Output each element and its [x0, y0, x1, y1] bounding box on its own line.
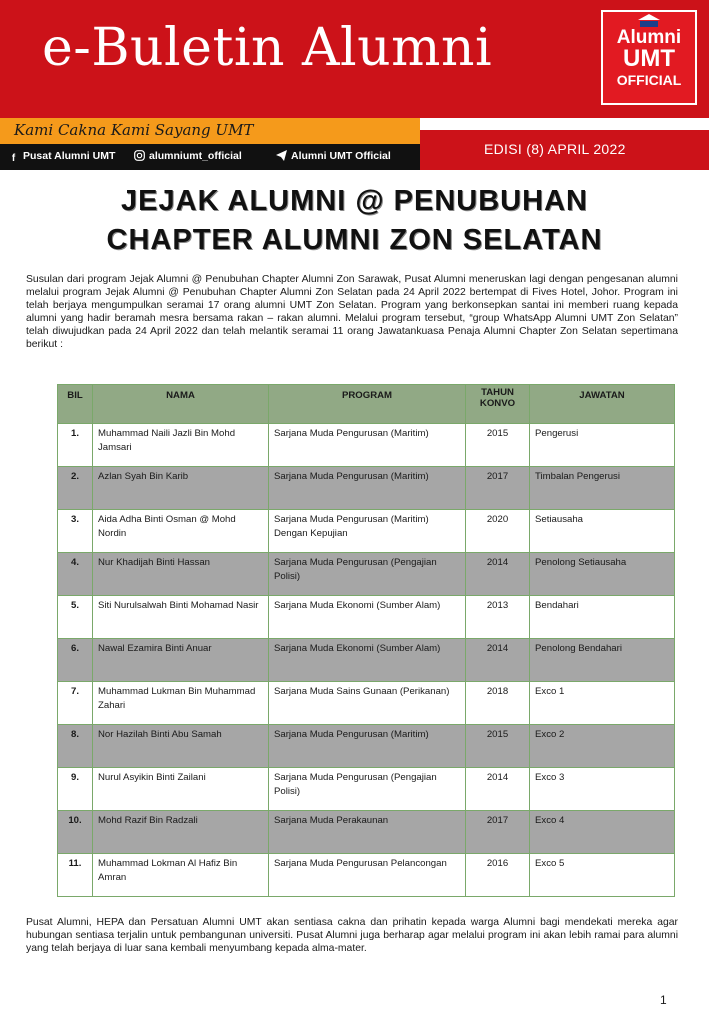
- cell-nama: Muhammad Naili Jazli Bin Mohd Jamsari: [93, 424, 269, 467]
- alumni-umt-logo: [601, 10, 697, 105]
- cell-program: Sarjana Muda Ekonomi (Sumber Alam): [269, 639, 466, 682]
- cell-bil: 11.: [58, 854, 93, 897]
- article-intro: Susulan dari program Jejak Alumni @ Penubuhan Chapter Alumni Zon Sarawak, Pusat Alumni meneruskan lagi dengan pengesanan alumni melalui program Jejak Alumni @ Penubuhan Chapter Alumni Zon Selatan pada 24 April 2022 bertempat di Fives Hotel, Johor. Program ini telah berjaya mengumpulkan seramai 17 orang alumni UMT Zon Selatan. Program yang berkonsepkan santai ini memberi ruang kepada alumni yang hadir beramah mesra bersama rakan – rakan alumni. Melalui program tersebut, “group WhatsApp Alumni UMT Zon Selatan” telah diwujudkan pada 24 April 2022 dan telah melantik seramai 11 orang Jawatankuasa Penaja Alumni Chapter Zon Selatan sepertimana berikut :: [26, 274, 678, 350]
- cell-nama: Nor Hazilah Binti Abu Samah: [93, 725, 269, 768]
- cell-bil: 9.: [58, 768, 93, 811]
- cell-jawatan: Bendahari: [530, 596, 675, 639]
- cell-bil: 10.: [58, 811, 93, 854]
- facebook-icon: f: [11, 153, 16, 164]
- table-header-row: [58, 385, 675, 424]
- cell-tahun-konvo: 2014: [466, 639, 530, 682]
- cell-nama: Nur Khadijah Binti Hassan: [93, 553, 269, 596]
- cell-jawatan: Exco 3: [530, 768, 675, 811]
- cell-tahun-konvo: 2017: [466, 811, 530, 854]
- social-instagram-label: alumniumt_official: [149, 150, 242, 162]
- table-row: [58, 467, 675, 510]
- cell-jawatan: Pengerusi: [530, 424, 675, 467]
- cell-program: Sarjana Muda Ekonomi (Sumber Alam): [269, 596, 466, 639]
- cell-tahun-konvo: 2015: [466, 725, 530, 768]
- cell-bil: 4.: [58, 553, 93, 596]
- cell-nama: Azlan Syah Bin Karib: [93, 467, 269, 510]
- cell-tahun-konvo: 2018: [466, 682, 530, 725]
- social-telegram-label: Alumni UMT Official: [291, 150, 391, 162]
- cell-tahun-konvo: 2014: [466, 768, 530, 811]
- cell-nama: Aida Adha Binti Osman @ Mohd Nordin: [93, 510, 269, 553]
- article-headline-line-2: CHAPTER ALUMNI ZON SELATAN: [106, 224, 603, 256]
- cell-program: Sarjana Muda Pengurusan (Maritim): [269, 424, 466, 467]
- instagram-icon: [134, 150, 145, 161]
- cell-tahun-konvo: 2017: [466, 467, 530, 510]
- table-row: [58, 682, 675, 725]
- table-row: [58, 854, 675, 897]
- cell-jawatan: Exco 2: [530, 725, 675, 768]
- cell-program: Sarjana Muda Pengurusan (Maritim): [269, 725, 466, 768]
- cell-bil: 8.: [58, 725, 93, 768]
- cell-bil: 5.: [58, 596, 93, 639]
- logo-line-3: OFFICIAL: [616, 72, 682, 88]
- cell-tahun-konvo: 2014: [466, 553, 530, 596]
- logo-line-2: UMT: [623, 45, 675, 72]
- cell-program: Sarjana Muda Pengurusan (Pengajian Polisi): [269, 768, 466, 811]
- cell-jawatan: Setiausaha: [530, 510, 675, 553]
- table-row: [58, 639, 675, 682]
- article-closing: Pusat Alumni, HEPA dan Persatuan Alumni UMT akan sentiasa cakna dan prihatin kepada warga Alumni bagi mendekati mereka agar hubungan sentiasa terjalin untuk pembangunan universiti. Pusat Alumni juga berharap agar melalui program ini akan lebih ramai para alumni yang telah berjaya di luar sana kembali menyumbang kepada alma-mater.: [26, 917, 678, 954]
- cell-bil: 3.: [58, 510, 93, 553]
- cell-tahun-konvo: 2020: [466, 510, 530, 553]
- cell-jawatan: Penolong Setiausaha: [530, 553, 675, 596]
- cell-jawatan: Penolong Bendahari: [530, 639, 675, 682]
- cell-tahun-konvo: 2015: [466, 424, 530, 467]
- col-header-nama: NAMA: [93, 385, 269, 424]
- cell-bil: 1.: [58, 424, 93, 467]
- cell-nama: Mohd Razif Bin Radzali: [93, 811, 269, 854]
- table-row: [58, 768, 675, 811]
- cell-bil: 7.: [58, 682, 93, 725]
- cell-program: Sarjana Muda Pengurusan (Pengajian Polisi): [269, 553, 466, 596]
- table-row: [58, 725, 675, 768]
- article-headline-line-1: JEJAK ALUMNI @ PENUBUHAN: [121, 185, 588, 217]
- cell-nama: Muhammad Lukman Bin Muhammad Zahari: [93, 682, 269, 725]
- cell-nama: Muhammad Lokman Al Hafiz Bin Amran: [93, 854, 269, 897]
- cell-program: Sarjana Muda Pengurusan (Maritim): [269, 467, 466, 510]
- cell-nama: Nawal Ezamira Binti Anuar: [93, 639, 269, 682]
- logo-line-1: Alumni: [616, 27, 682, 48]
- cell-program: Sarjana Muda Pengurusan (Maritim) Dengan Kepujian: [269, 510, 466, 553]
- edition-tab-notch: [420, 118, 709, 130]
- social-facebook-label: Pusat Alumni UMT: [23, 150, 116, 162]
- bulletin-title: e-Buletin Alumni: [42, 18, 493, 78]
- table-row: [58, 553, 675, 596]
- table-row: [58, 596, 675, 639]
- tagline: Kami Cakna Kami Sayang UMT: [14, 121, 254, 139]
- table-row: [58, 811, 675, 854]
- social-telegram[interactable]: [276, 150, 391, 162]
- cell-nama: Siti Nurulsalwah Binti Mohamad Nasir: [93, 596, 269, 639]
- edition-label: EDISI (8) APRIL 2022: [484, 141, 626, 157]
- committee-table: [57, 384, 675, 897]
- cell-bil: 2.: [58, 467, 93, 510]
- cell-jawatan: Exco 5: [530, 854, 675, 897]
- cell-jawatan: Timbalan Pengerusi: [530, 467, 675, 510]
- cell-bil: 6.: [58, 639, 93, 682]
- cell-tahun-konvo: 2016: [466, 854, 530, 897]
- col-header-bil: BIL: [58, 385, 93, 424]
- table-row: [58, 510, 675, 553]
- telegram-icon: [276, 150, 287, 161]
- social-facebook[interactable]: [8, 150, 115, 164]
- cell-nama: Nurul Asyikin Binti Zailani: [93, 768, 269, 811]
- cell-jawatan: Exco 1: [530, 682, 675, 725]
- table-row: [58, 424, 675, 467]
- col-header-tahun-konvo: TAHUN KONVO: [466, 385, 530, 424]
- page-number: 1: [660, 993, 667, 1007]
- col-header-jawatan: JAWATAN: [530, 385, 675, 424]
- umt-emblem-icon: [636, 14, 662, 28]
- col-header-program: PROGRAM: [269, 385, 466, 424]
- cell-program: Sarjana Muda Perakaunan: [269, 811, 466, 854]
- cell-program: Sarjana Muda Pengurusan Pelancongan: [269, 854, 466, 897]
- cell-jawatan: Exco 4: [530, 811, 675, 854]
- cell-program: Sarjana Muda Sains Gunaan (Perikanan): [269, 682, 466, 725]
- social-instagram[interactable]: [134, 150, 242, 162]
- cell-tahun-konvo: 2013: [466, 596, 530, 639]
